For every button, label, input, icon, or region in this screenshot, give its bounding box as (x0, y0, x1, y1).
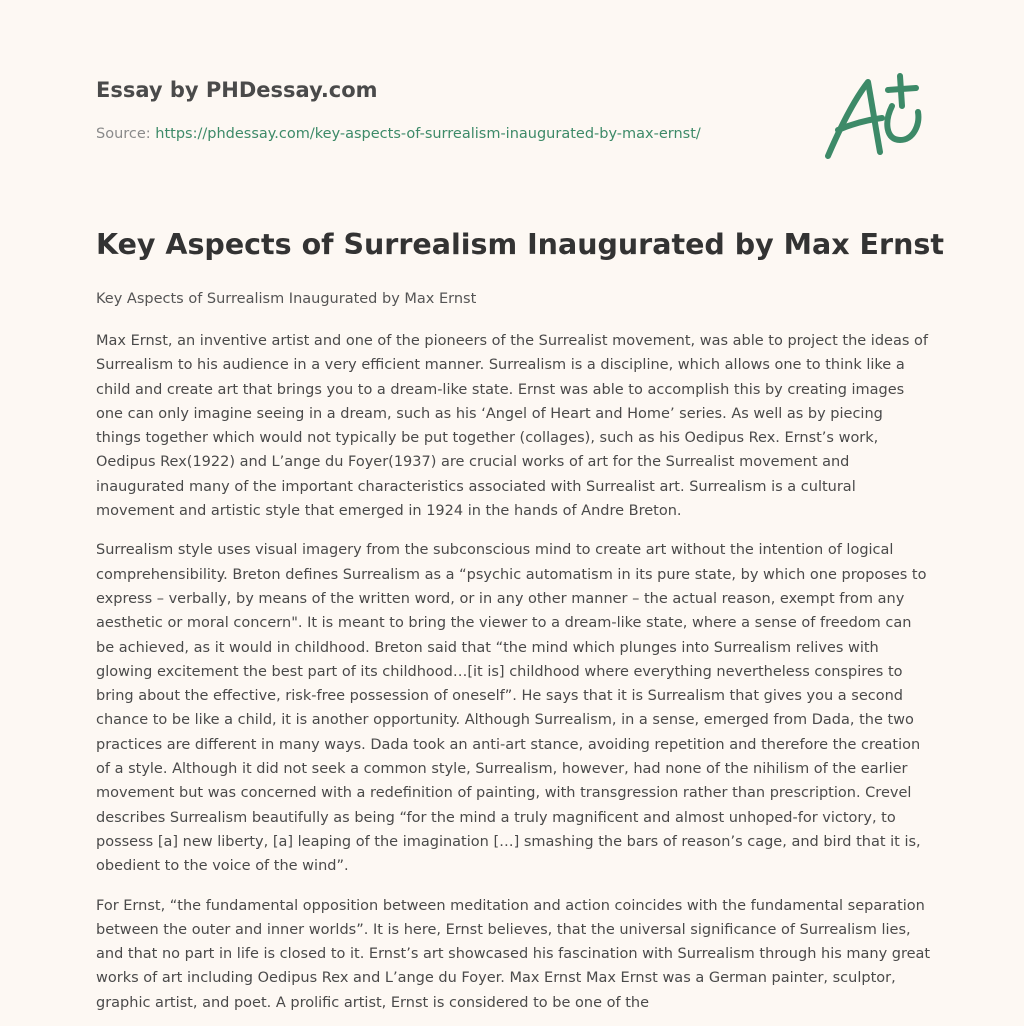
source-link[interactable]: https://phdessay.com/key-aspects-of-surrealism-inaugurated-by-max-ernst/ (155, 126, 701, 142)
a-plus-logo-icon (822, 66, 932, 166)
essay-paragraph-1: Max Ernst, an inventive artist and one of the pioneers of the Surrealist movement, was able to project the ideas of Surrealism to his audience in a very efficient manner. Surrealism is a discipline, which allows one to think like a child and create art that brings you to a dream-like state. Ernst was able to accomplish this by creating images one can only imagine seeing in a dream, such as his ‘Angel of Heart and Home’ series. As well as by piecing things together which would not typically be put together (collages), such as his Oedipus Rex. Ernst’s work, Oedipus Rex(1922) and L’ange du Foyer(1937) are crucial works of art for the Surrealist movement and inaugurated many of the important characteristics associated with Surrealist art. Surrealism is a cultural movement and artistic style that emerged in 1924 in the hands of Andre Breton. (96, 333, 928, 520)
essay-subtitle: Key Aspects of Surrealism Inaugurated by Max Ernst (96, 291, 477, 307)
site-brand: Essay by PHDessay.com (96, 78, 378, 102)
essay-paragraph-3: For Ernst, “the fundamental opposition between meditation and action coincides with the fundamental separation between the outer and inner worlds”. It is here, Ernst believes, that the universal significance of Surrealism lies, and that no part in life is closed to it. Ernst’s art showcased his fascination with Surrealism through his many great works of art including Oedipus Rex and L’ange du Foyer. Max Ernst Max Ernst was a German painter, sculptor, graphic artist, and poet. A prolific artist, Ernst is considered to be one of the (96, 897, 931, 1011)
source-label: Source: (96, 126, 156, 142)
essay-content (96, 226, 944, 1015)
essay-header (96, 76, 796, 144)
essay-title: Key Aspects of Surrealism Inaugurated by Max Ernst (96, 228, 944, 261)
essay-paragraph-2: Surrealism style uses visual imagery from the subconscious mind to create art without the intention of logical comprehensibility. Breton defines Surrealism as a “psychic automatism in its pure state, by which one proposes to express – verbally, by means of the written word, or in any other manner – the actual reason, exempt from any aesthetic or moral concern". It is meant to bring the viewer to a dream-like state, where a sense of freedom can be achieved, as it would in childhood. Breton said that “the mind which plunges into Surrealism relives with glowing excitement the best part of its childhood…[it is] childhood where everything nevertheless conspires to bring about the effective, risk-free possession of oneself”. He says that it is Surrealism that gives you a second chance to be like a child, it is another opportunity. Although Surrealism, in a sense, emerged from Dada, the two practices are different in many ways. Dada took an anti-art stance, avoiding repetition and therefore the creation of a style. Although it did not seek a common style, Surrealism, however, had none of the nihilism of the earlier movement but was concerned with a redefinition of painting, with transgression rather than prescription. Crevel describes Surrealism beautifully as being “for the mind a truly magnificent and almost unhoped-for victory, to possess [a] new liberty, [a] leaping of the imagination […] smashing the bars of reason’s cage, and bird that it is, obedient to the voice of the wind”. (96, 542, 927, 875)
source-line (96, 124, 796, 144)
